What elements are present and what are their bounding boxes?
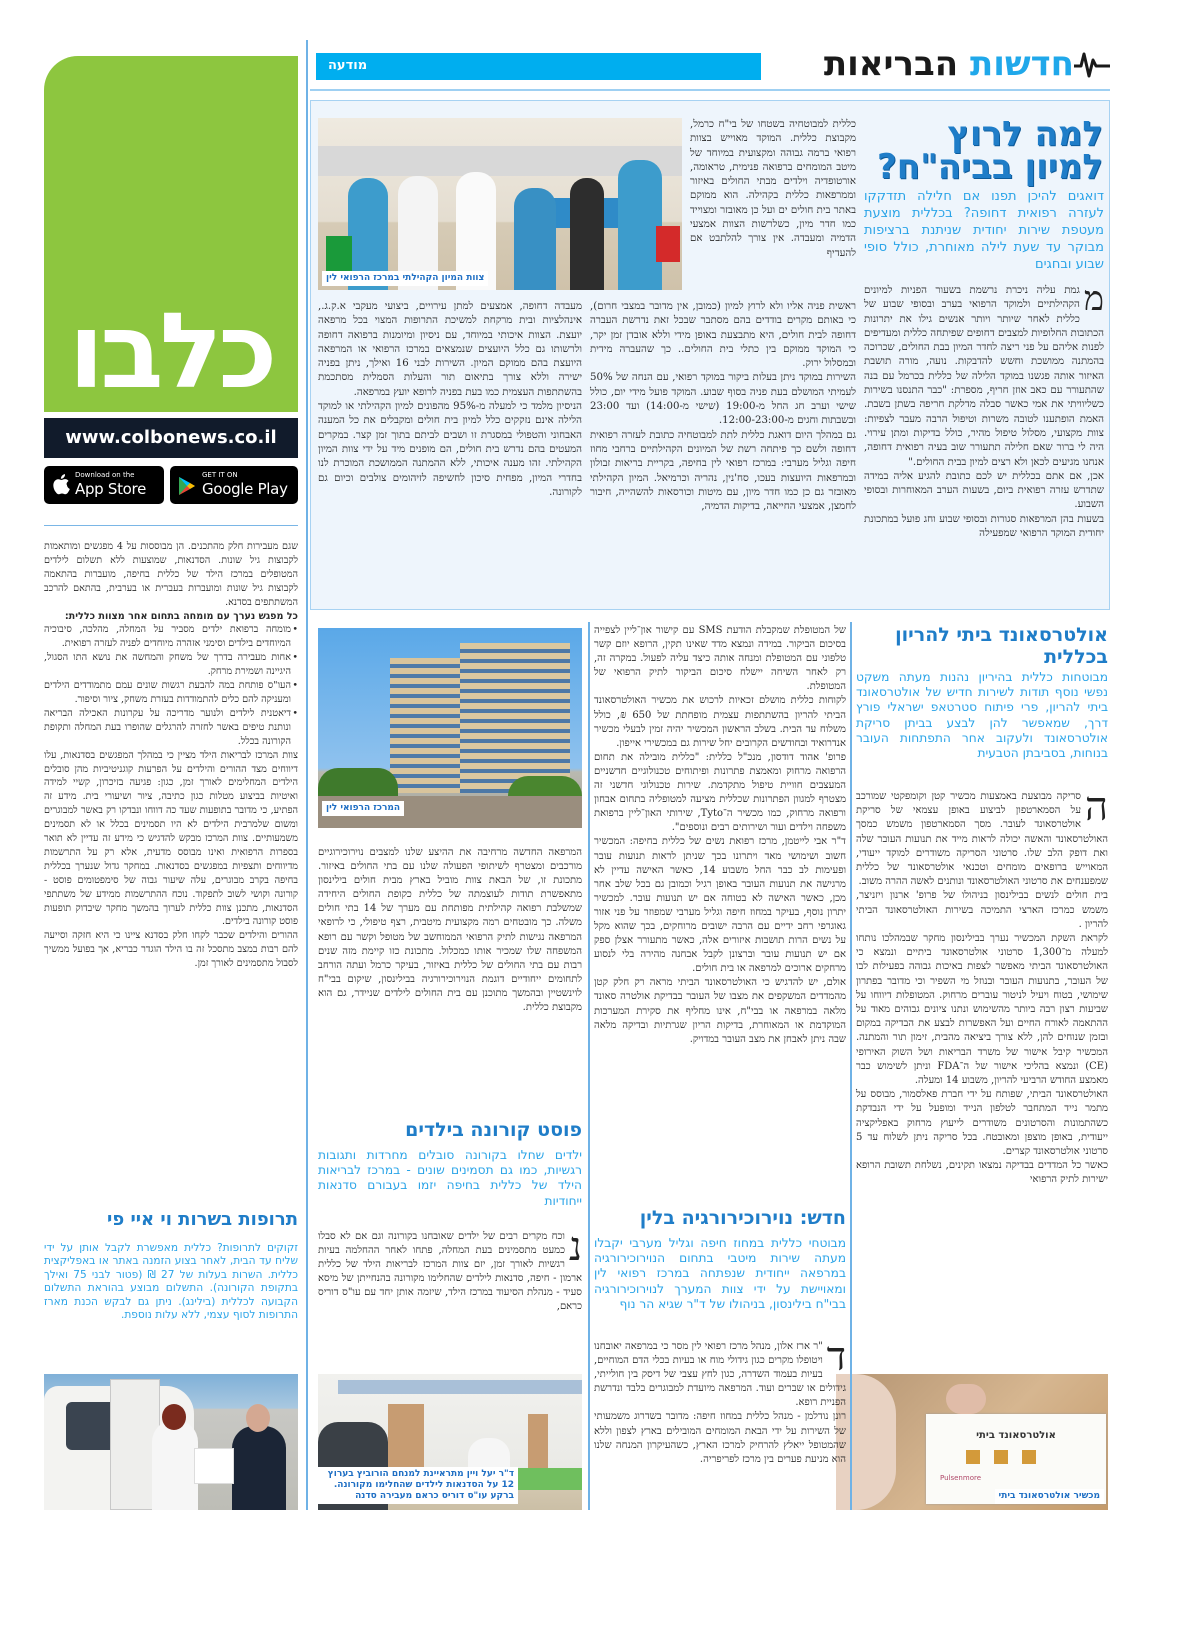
building-tower: [460, 643, 570, 793]
top-col1-paragraph: גמת עליה ניכרת נרשמת בשעור הפניות למיונים הקהילתיים ולמוקד הרפואי בערב ובסופי שבוע של כללית לאחר שיותר ויותר אנשים גילו את יתרונות הכתובות החלופיות למצבים דחופים שפיתחה כללית ומעדיפים לפנות אליהם על פני ריצה לחדר המיון בבת החולים, שכרוכה בהמתנה ממושכת וחשש להדבקות. נועה, מורה תושבת האיזור אותה פגשנו במוקד הלילה של כללית בכרמל עם בנה שהתעורר עם כאב אוזן חריף, מספרת: "כבר התנסנו בשירות כשליוויתי את אמי כאשר סבלה מדלקת חריפה בשתן בשבת. האמת הופתענו לטובה משרות וטיפול הרבה מעבר לצפיות: צוות מקצועי, מסלול טיפול מהיר, כולל בדיקות ומתן עירוי. היה לי ברור שאם חלילה תתעורר שוב בעיה רפואית דחופה, אנחנו מגיעים לכאן ולא רצים למיון בבית החולים.": [864, 285, 1104, 468]
staff-member: [570, 178, 604, 290]
section-title-part2: הבריאות: [823, 44, 959, 84]
ultrasound-paragraph: האולטרסאונד הביתי, שפותח על ידי חברת פאלסמור, מבוסס על מתמר נייד המתחבר לטלפון הנייד ומופעל על ידי הנבדקת כשהתמונות והסרטונים משודרים לייעוץ מרחוק באפליקציה ייעודית, באופן מוצפן ומאובטח. בכל סריקה ניתן לשלוח עד 5 סרטוני אולטרסאונד קצרים.: [856, 1089, 1108, 1158]
middle-paragraph: ד"ר אבי לייטמן, מרכז רפואת נשים של כללית בחיפה: המכשיר חשוב ושימושי מאד ויתרונו בכך שניתן לראות תנועות עובר ופעימות לב כבר החל משבוע 14, כאשר האישה עדיין לא מרגישה את תנועות העובר באופן רגיל וכמובן גם בכל שלב אחר מכן, כאשר האישה לא בטוחה אם יש תנועות עובר. למכשיר יתרון נוסף, בעיקר במחוז חיפה וגליל מערבי שמפוזר על פני אזור גאוגרפי רחב ידיים עם הרבה ישובים מרוחקים, בכך שהוא מקל על נשים הרות תושבות איזורים אלה, כאשר מתעורר אצלן ספק אם יש תנועות עובר וברצונן לקבל אבחנה מהירה בלי לנסוע מרחקים ארוכים למרפאה או בית חולים.: [594, 836, 846, 975]
masthead: [310, 40, 1110, 88]
google-play-big: Google Play: [202, 480, 288, 498]
device-box-title: אולטרסאונד ביתי: [976, 1430, 1056, 1441]
top-photo-caption: צוות המיון הקהילתי במרכז הרפואי לין: [322, 271, 488, 286]
middle-column-body: [594, 624, 846, 1186]
google-play-small: GET IT ON: [202, 471, 238, 479]
ultrasound-paragraph: כאשר כל המדדים בבדיקה נמצאו תקינים, נשלחת תשובת הרופא ישירות לתיק הרפואי: [856, 1160, 1108, 1186]
person-man: [232, 1426, 286, 1510]
colbo-logo: [44, 56, 298, 412]
top-col2-paragraph: השירות במוקד ניתן בעלות ביקור במוקד רפואי, עם הנחה של 50% לעמיתי המושלם בעת פניה בסוף שבוע. המוקד פועל מידי יום, כולל שישי וערב חג החל מ-19:00 (שישי מ-14:00) ועד 23:00 ובשבתות וחגים מ-12:00-23:00.: [590, 372, 856, 427]
neuro-dropcap: ד: [826, 1334, 846, 1380]
ultrasound-headline: אולטרסאונד ביתי להריון בכללית: [895, 624, 1108, 668]
top-headline: [867, 114, 1103, 187]
apple-icon: [52, 473, 70, 495]
ultrasound-paragraph: בית חולים לנשים בבילינסון בניהולו של פרופ' ארנון ויזניצר, משמש כמרכז הארצי התמיכה בשירות האולטרסאונד הביתי להריון .: [856, 890, 1108, 930]
masthead-divider: [310, 89, 1110, 91]
google-play-button[interactable]: [170, 466, 298, 504]
ultrasound-dropcap: ה: [1084, 784, 1108, 830]
neuro-continued-paragraph: המרפאה החדשה מרחיבה את ההיצע שלנו למצבים נוירוכירוגיים מורכבים ומצטרף לשיתופי הפעולה שלנו עם בתי החולים באיזור. מתכונת זו, של הבאת צוות מוביל בארץ מבית חולים בילינסון מתאפשרת תודות לעוצמתה של כללית כקופת החולים היחידה שמשלבת רפואה קהילתית מפותחת עם מערך של 14 בתי חולים משלה. כך מובטחים רמה מקצועית מיטבית, רצף טיפולי, כי לרופאי המרפאה נגישות לתיק הרפואי הממוחשב של מטופל וקשר עם רופא המשפחה שלו שמכיר אותו כמכלול. מתכונת כזו קיימת מזה שנים רבות עם בתי החולים של כללית באיזור, בעיקר כרמל ועתה הורחב לתחומים ייחודיים דוגמת הנוירוכירורגיה בבילינסון, שיקום בבי"ח לוינשטיין ובהמשך מתוכנן עם בית החולים לילדים שניידר, גם הוא מקבוצת כללית.: [318, 847, 582, 1014]
sidebar-divider: [44, 525, 298, 526]
person-man-head: [246, 1404, 270, 1432]
column-divider-right: [850, 622, 852, 1510]
top-col2-paragraph: גם במהלך היום דואגת כללית לתת למבוטחיה כתובת לעזרה רפואית דחופה ולשם כך פיתחה רשת של המיונים הקהילתיים ברחבי מחוז חיפה וגליל מערבי: במרכז רפואי לין בחיפה, בקריית בריאות זבולון ובמרפאות היועצות בעכו, סח'נין, נהריה וכרמיאל. המיון הקהילתי מאובזר גם כן כמו חדר מיון, עם מיטות וכורסאות להשהייה, חיבור לחמצן, אמצעי החייאה, בדיקות הדמיה,: [590, 429, 856, 513]
box-icon: [994, 1450, 1008, 1464]
website-banner[interactable]: [44, 418, 298, 458]
top-col3: [318, 300, 582, 604]
top-headline-line2: למיון בביה"ח?: [877, 147, 1103, 187]
top-col1-paragraph: בשעות בהן המרפאות סגורות ובסופי שבוע וחג פועל במתכונת יחודית המוקד הרפואי שמפעילה: [864, 513, 1104, 540]
post-corona-headline: פוסט קורונה בילדים: [405, 1119, 582, 1141]
column-divider-left: [306, 40, 308, 1510]
middle-paragraph: לקוחות כללית מושלם זכאיות לרכוש את מכשיר האולטרסאונד הביתי להריון בהשתתפות עצמית מופחתת של 650 ₪, כולל משלוח עד הבית. בשלב הראשון המכשיר יהיה זמין לבעלי מכשיר אנדרואיד ובחודשים הקרובים יחל שירות גם במכשירי אייפון.: [594, 695, 847, 749]
sidebar-column-text: [44, 540, 298, 970]
bullet-item: • דיאטנית לילדים ולנוער מדריכה על עקרונות האכילה הבריאה ונותנת טיפים באשר לחזרה להרגלים שהופרו בעת המחלה ותקופת הקורונה בכלל.: [44, 707, 298, 749]
ultrasound-paragraph: סריקה מבוצעת באמצעות מכשיר קטן וקומפקטי שמורכב על הסמארטפון לביצוע באופן עצמאי של סריקת אולטרסאונד לעובר. מסך הסמארטפון משמש כמסך האולטרסאונד והאשה יכולה לראות מייד את תנועות העובר שלה ואת דופק הלב שלו. סרטוני הסריקה משודרים למוקד ייעודי, המאוייש ברופאים מומחים וטכנאי אולטרסאונד של כללית שמפענחים את סרטוני האולטרסאונד ונותנים לאשה ההרה משוב.: [856, 791, 1108, 888]
person-woman: [152, 1420, 198, 1510]
neuro-headline: חדש: נוירוכירורגיה בלין: [639, 1207, 846, 1229]
ad-label-bar: [316, 53, 761, 80]
building-tower: [390, 658, 462, 793]
sidebar-bold-intro: כל מפגש נערך עם מומחה בתחום אחר מצוות כללית:: [64, 610, 298, 622]
app-store-small: Download on the: [75, 471, 135, 479]
pharma-lead: זקוקים לתרופות? כללית מאפשרת לקבל אותן על ידי שליח עד הבית, לאחר בצוע הזמנה באתר או באפליקצית כללית. השרות בעלות של 27 ₪ (פטור לבני 75 ואילך בתקופת הקורונה). התשלום מבוצע בהוראת התשלום הקבועה לכללית (בילינג). ניתן גם לבקש הכנת מארז התרופות לסוף עצמי, ללא עלות נוספת.: [44, 1242, 298, 1322]
top-lead: דואגים להיכן תפנו אם חלילה תזדקקו לעזרה רפואית דחופה? בכללית מוצעת מעטפת שירות יחודית שניתנת ברציפות מבוקר עד שעת לילה מאוחרת, כולל סופי שבוע ובחגים: [864, 189, 1104, 272]
section-title: [824, 42, 1074, 86]
sidebar-paragraph: שגם מעבירות חלק מהתכנים. הן מבוססות על 4 מפגשים ומותאמות לקבוצות גיל שונות. הסדנאות, שמוצעות ללא תשלום לילדים המטופלים במרכז הילד של כללית בחיפה, מועברות בהתאמה לקבוצות גיל שונות ומועברות בעברית או בערבית, בהתאם להרכב המשתתפים בסדנא.: [44, 541, 298, 608]
top-col2-lower: [590, 300, 856, 604]
heartbeat-icon: [1074, 50, 1110, 80]
ultrasound-body: [856, 784, 1108, 1330]
box-icon: [966, 1450, 980, 1464]
lin-photo-caption: המרכז הרפואי לין: [322, 801, 404, 816]
top-col1: [864, 279, 1104, 604]
lin-medical-center-photo: [318, 628, 582, 828]
middle-paragraph: פרופ' אהוד דודסון, מנכ"ל כללית: "כללית מובילה את תחום הרפואה מרחוק ומאמצת פתרונות ופיתוחים טכנולוגיים חדשניים המעצבים חוויית טיפול מתקדמת. שירות טכנולוגי חדשני זה מצטרף למגוון הפתרונות שכללית מציעה למטופליה בתחום אבחון ורפואה מרחוק, כמו מכשיר ה־Tyto, שירותי האון־ליין ברפואת משפחה וילדים ועור ושירותים רבים ונוספים".: [594, 751, 846, 834]
person-woman-head: [162, 1404, 186, 1430]
middle-paragraph: אולם, יש להדגיש כי האולטרסאונד הביתי מראה רק חלק קטן מהמדדים המשקפים את מצבו של העובר בבדיקת אולטרה סאונד מלאה במרפאה או בבי"ח, אינו מחליף את סקירת המערכות המוקדמת או המאוחרת, בדיקות הריון שגרתיות ובדיקה מלאה שבה ניתן לאבחן את מצב העובר במדויק.: [594, 977, 846, 1045]
top-dropcap: מ: [1083, 279, 1104, 319]
logo-text: כלבו: [68, 290, 274, 412]
app-store-button[interactable]: [44, 466, 164, 504]
sidebar-bullet-list: [44, 623, 298, 748]
ultrasound-paragraph: לקראת השקת המכשיר נערך בבילינסון מחקר שבמהלכו נותחו למעלה מ־1,300 סרטוני אולטרסאונד ביתיים ונמצא כי האולטרסאונד הביתי מאפשר לצפות באיכות גבוהה בפעילות לבו של העובר, בתנועות העובר ובנוזל מי השפיר וכי מדובר בפתרון שימושי, בטוח ויעיל לניטור עוברים מרחוק. המטופלות דיווחו על שביעות רצון רבה ביותר מהשימוש ונתנו ציונים גבוהים מאוד על ההתאמה לאורח החיים ועל האפשרות לבצע את הבדיקה במקום ובזמן שנוחים להן, ללא צורך ביציאה מהבית, זימון תור והמתנה. המכשיר קיבל אישור של משרד הבריאות ושל השוק האירופי (CE) ונמצא בהליכי אישור של ה־FDA וניתן לשימוש כבר מאמצע החודש הרביעי להריון, משבוע 14 ומעלה.: [856, 933, 1108, 1087]
ceiling-beam: [338, 1380, 582, 1394]
top-col3-paragraph: מעבדה דחופה, אמצעים למתן עירויים, ביצועי מעקבי א.ק.ג., אינהלציות ובית מרקחת למשיכת התרופות המצוי בכל מרפאה יועצת. הצוות איכותי במיוחד, עם ניסיון ומיומנות ברפואה דחופה ולרשותו גם כלל היועצים שנמצאים במרכז הרפואי או המרפאה היועצת בהם ממוקם המיון. השירות לבני 16 ואילך, ניתן בפניה ישירה וללא צורך בתיאום תור והעלות הסמלית מסתכמת בהשתתפות העצמית כמו בעת בפניה לרופא יועץ במרפאה.: [318, 301, 582, 398]
workshop-tv-interview-photo: [318, 1374, 582, 1510]
workshop-photo-caption: ד"ר יעל ויין מתראיינת למנחם הורוביץ בערוץ 12 על הסדנאות לילדים שהחלימו מקורונה. ברקע עו"ס דוריס כראם מעבירה סדנה: [318, 1467, 518, 1504]
top-col2-paragraph: כללית למבוטחיה בשטחו של בי"ח כרמל, מקבוצת כללית. המוקד מאוייש בצוות רפואי ברמה גבוהה ומקצועית במיוחד של מיטב המומחים ברפואה פנימית, טראומה, אורטופדיה וילדים מבתי החולים באיזור וממרפאות כללית בקהילה. הוא ממוקם באתר בית חולים ים ועל כן מאובזר ומצוייד כמו חדר מיון, כשלרשות הצוות אמצעי הדמיה ומעבדה. אין צורך להלתבט אם להעדיף: [690, 119, 856, 259]
box-icon: [1022, 1450, 1036, 1464]
ultrasound-photo-caption: מכשיר אולטרסאונד ביתי: [995, 1489, 1104, 1504]
section-title-part1: חדשות: [969, 44, 1074, 84]
trees: [318, 768, 398, 798]
post-corona-dropcap: נ: [568, 1224, 582, 1270]
ultrasound-device-photo: [856, 1374, 1108, 1510]
ad-label: מודעה: [328, 58, 368, 73]
top-col2-paragraph: ראשית פניה אליו ולא לרוץ למיון (כמובן, אין מדובר במצבי חרום), כי באותם מקרים בודדים בהם מסתבר שבכל זאת נדרשת העברה דחופה לבית חולים, היא מתבצעת באופן מידי וללא אובדן זמן יקר, כי המוקד ממוקם בין כתלי בית החולים.. כך שהעברה מידית ובמסלול ירוק.: [590, 301, 856, 370]
ultrasound-lead: מבוטחות כללית בהיריון נהנות מעתה משקט נפשי נוסף תודות לשירות חדיש של אולטרסאונד ביתי להריון, פרי פיתוח סטרטאפ ישראלי פורץ דרך, שמאפשר להן לבצע בביתן סריקת אולטרסאונד ולעקוב אחר התפתחות העובר בנוחות, בסביבתן הטבעית: [856, 670, 1108, 761]
red-bin: [656, 226, 680, 262]
sidebar-paragraph: ההורים והילדים שכבר לקחו חלק בסדנא ציינו כי היא חזקה וסייעה להם רבות במצב מתסכל זה בו הילד הוגדר כבריא, אך בפועל ממשיך לסבול מתסמינים לאורך זמן.: [44, 930, 298, 970]
neuro-paragraph: רונן נודלמן - מנהל כללית במחוז חיפה: מדובר בשדרוג משמעותי של השירות על ידי הבאת המומחים המובילים בארץ לצפון וללא שהמטופל ייאלץ להרחיק למרכז הארץ, כשהעיקרון המנחה שלנו הוא מניעת פערים בין מרכז לפריפריה.: [594, 1411, 846, 1465]
app-store-big: App Store: [75, 480, 147, 498]
top-col2-upper: [690, 118, 856, 298]
bullet-item: • מומחה ברפואת ילדים מסביר על המחלה, מהלכה, סיבוכיה המיוחדים בילדים וסימני אזהרה מיוחדים לפניה לעזרה רפואית.: [44, 623, 298, 651]
post-corona-paragraph: וכח מקרים רבים של ילדים שאובחנו בקורונה וגם אם לא סבלו כמעט מתסמינים בעת המחלה, פתחו לאחר ההחלמה בעיות רגשיות לאורך זמן, יזם צוות המרכז לבריאות הילד של כללית ארמון - חיפה, סדנאות לילדים שהחלימו מקורונה בהנחייתן של מיסא סעיד - מנהלת הסיעוד במרכז הילד, שיזמה אותן יחד עם עו"ס דוריס כראם,: [318, 1231, 582, 1313]
sidebar-paragraph: צוות המרכז לבריאות הילד מציין כי במהלך המפגשים בסדנאות, עלו דיווחים מצד ההורים והילדים על הפרעות קוגניטיביות מהן סובלים הילדים המחלימים לאורך זמן, כגון: פגיעה בזיכרון, קשיי למידה ואיטיות בביצוע מטלות כגון כתיבה, ציור ושיעורי בית. מידע זה הפתיע, כי מדובר בתופעות שעד כה דווחו ונבדקו רק באשר למבוגרים ומשום שלמרבית הילדים לא היו תסמינים בכלל או לא תסמינים משמעותיים. צוות המרכז מבקש להדגיש כי מידע זה עדיין לא תואר בספרות הרפואית ואינו מבוסס מדעית, אלא רק על התרשמות מדיווחים ותצפיות במפגשים בסדנאות. במחקר גדול שנערך בכללית בחיפה בקרב מבוגרים, עלה שיעור גבוה של סימפטומים פוסט - קורונה וקושי לשוב לתפקוד. נוכח ההתרשמות ממידע של משתתפי הסדנאות, מתכנן צוות כללית לערוך בהמשך מחקר שיבדוק תופעות פוסט קורונה בילדים.: [44, 749, 298, 928]
staff-member: [618, 160, 662, 290]
play-mat: [518, 1468, 582, 1490]
top-col3-paragraph: הניסיון מלמד כי למעלה מ-95% מהפונים למיון הקהילתי או למוקד הלילה אינם נזקקים כלל למיון בית חולים ומקבלים את כל המענה האבחוני והטפולי במסגרת זו ושבים לביתם בתוך זמן קצר. במקרים המעטים בהם נדרש בית חולים, הם מופנים מיד על ידי צוות המיון הקהילתי. זהו מענה איכותי, ללא ההמתנה הממושכת המוכרת לנו בחדרי המיון, מפחית סיכון לחשיפה לזיהומים צולבים וכיום גם לקורונה.: [318, 401, 582, 498]
neuro-continued: [318, 846, 582, 1102]
neuro-lead: מבוטחי כללית במחוז חיפה וגליל מערבי יקבלו מעתה שירות מיטבי בתחום הנוירוכירורגיה במרפאה ייחודית שנפתחה במרכז רפואי לין ומאויישת על ידי צוות המערך לנוירוכירורגיה בבי"ח בילינסון, בניהולו של ד"ר שגיא הר נוף: [594, 1236, 846, 1311]
door: [528, 1414, 548, 1470]
bullet-item: • אחות מעבירה בדרך של משחק והמחשה את נושא התו הסגול, היגיינה ושמירת מרחק.: [44, 651, 298, 679]
green-bin: [326, 236, 352, 276]
middle-paragraph: של המטופלת שמקבלת הודעת SMS עם קישור און־ליין לצפייה בסיכום הביקור. במידה ונמצא מדד שאינו תקין, הרופא יוזם קשר טלפוני עם המטופלת ומנחה אותה כיצד עליה לפעול. במקרה זה, רק לאחר השיחה יישלח סיכום הביקור לתיק הרפואי של המטופלת.: [594, 625, 846, 693]
post-corona-lead: ילדים שחלו בקורונה סובלים מחרדות ותגובות רגשיות, כמו גם תסמינים שונים - במרכז לבריאות הילד של כללית בחיפה יזמו בעבורם סדנאות ייחודיות: [318, 1148, 582, 1208]
column-divider-middle: [588, 622, 590, 1510]
google-play-icon: [179, 477, 195, 495]
post-corona-body: [318, 1224, 582, 1354]
device-brand: Pulsenmore: [940, 1474, 982, 1482]
top-col1-paragraph: אכן, אם אתם בכללית יש לכם כתובת להגיע אליה במידה שתדרש עזרה רפואית ביום, בשעות הערב המאוחרות ובסופי השבוע.: [864, 470, 1104, 511]
staff-member: [514, 188, 556, 290]
medicine-bags: [194, 1448, 234, 1484]
pharma-delivery-photo: [44, 1374, 298, 1510]
top-headline-line1: למה לרוץ: [947, 114, 1103, 154]
pharma-headline: תרופות בשרות וי איי פי: [107, 1209, 298, 1230]
neuro-body: [594, 1334, 846, 1512]
top-photo-er-staff: [318, 118, 682, 290]
neuro-paragraph: "ר ארז אלון, מנהל מרכז רפואי לין מסר כי במרפאה יאובחנו ויטופלו מקרים כגון גידולי מוח או בעיות בכלי הדם המוחיים, בעיות בעמוד השדרה, כגון לחץ עצבי של דיסק בין חולייתי, גידולים או שברים ועוד. המרפאה מיועדת למבוגרים בלבד ונדרשת הפניית רופא.: [594, 1341, 846, 1409]
bullet-item: • העו"ס פותחת במה להבעת רגשות שונים עמם מתמודדים הילדים ומעניקה להם כלים להתמודדות בעזרת משחק, ציור וסיפור.: [44, 679, 298, 707]
hand: [946, 1384, 986, 1414]
website-url[interactable]: www.colbonews.co.il: [65, 427, 277, 448]
